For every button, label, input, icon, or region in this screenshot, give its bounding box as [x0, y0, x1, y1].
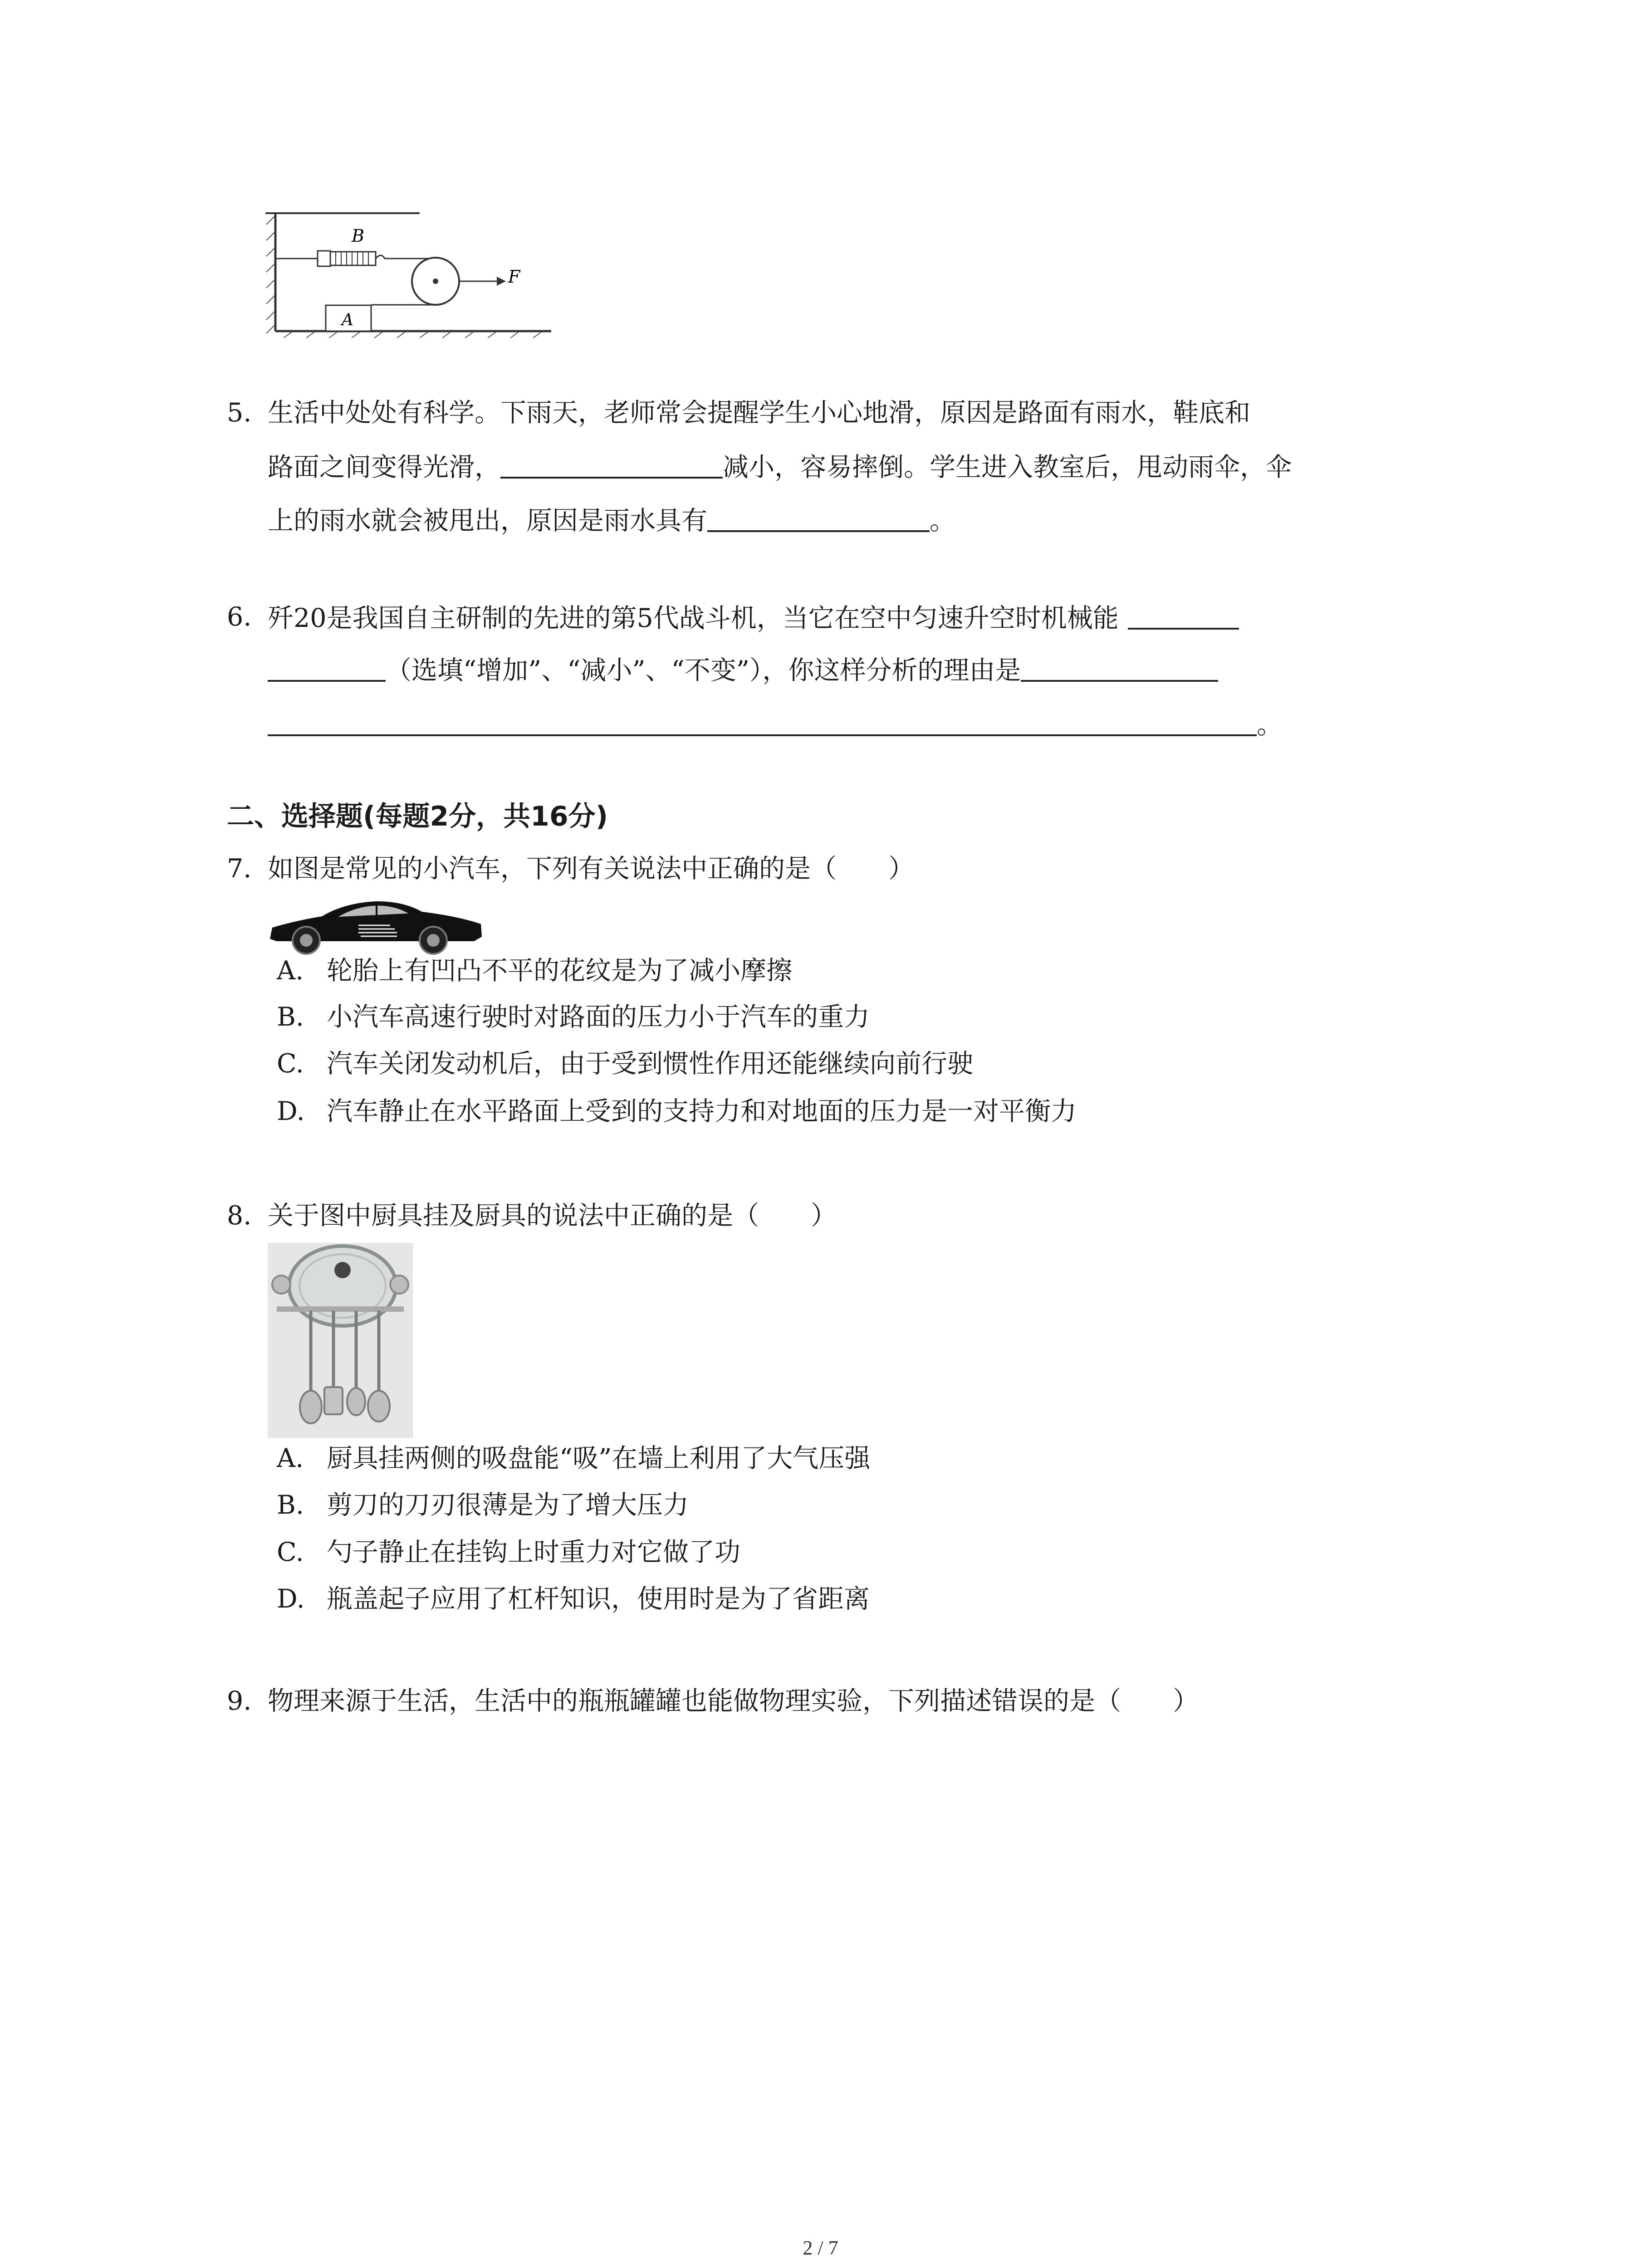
q7-option-a-label: A.: [277, 956, 304, 986]
label-f: F: [508, 267, 520, 287]
q6-line3-post: 。: [1257, 710, 1283, 740]
q6-blank-1a[interactable]: [1128, 599, 1239, 630]
q6-line2: [268, 651, 1218, 689]
label-b: B: [352, 226, 364, 246]
q9-number: 9.: [227, 1686, 252, 1716]
q6-blank-2b[interactable]: [268, 705, 1257, 736]
q7-option-a[interactable]: [277, 953, 792, 989]
q7-option-c-label: C.: [277, 1049, 304, 1079]
q7-option-d-text: 汽车静止在水平路面上受到的支持力和对地面的压力是一对平衡力: [327, 1096, 1077, 1126]
q8-option-c[interactable]: [277, 1534, 740, 1570]
car-image: [268, 896, 485, 955]
q8-stem: 关于图中厨具挂及厨具的说法中正确的是（ ）: [268, 1201, 837, 1231]
q8-number: 8.: [227, 1201, 252, 1231]
q6-line1: [268, 599, 1239, 636]
q6-line1-text: 歼20是我国自主研制的先进的第5代战斗机，当它在空中匀速升空时机械能: [268, 603, 1119, 633]
q7-option-c[interactable]: [277, 1046, 973, 1082]
q7-option-b-text: 小汽车高速行驶时对路面的压力小于汽车的重力: [327, 1002, 870, 1032]
q6-number: 6.: [227, 602, 252, 632]
q5-line2-pre: 路面之间变得光滑，: [268, 452, 500, 482]
q8-option-b-label: B.: [277, 1490, 304, 1520]
q5-line2-post: 减小，容易摔倒。学生进入教室后，甩动雨伞，伞: [723, 452, 1292, 482]
page-number: 2 / 7: [803, 2237, 838, 2259]
q8-option-a-text: 厨具挂两侧的吸盘能“吸”在墙上利用了大气压强: [327, 1443, 871, 1473]
q7-number: 7.: [227, 854, 252, 884]
q8-option-d[interactable]: [277, 1581, 870, 1617]
q7-option-d[interactable]: [277, 1093, 1077, 1129]
q5-line2: [268, 448, 1292, 485]
q7-option-a-text: 轮胎上有凹凸不平的花纹是为了减小摩擦: [327, 956, 792, 986]
q5-number: 5.: [227, 398, 252, 428]
q7-option-c-text: 汽车关闭发动机后，由于受到惯性作用还能继续向前行驶: [327, 1049, 973, 1079]
q8-option-d-label: D.: [277, 1584, 305, 1614]
q7-option-b[interactable]: [277, 999, 870, 1035]
q5-line3-pre: 上的雨水就会被甩出，原因是雨水具有: [268, 506, 707, 536]
kitchen-rack-image: [268, 1243, 413, 1438]
label-a: A: [342, 311, 353, 329]
q8-option-a-label: A.: [277, 1443, 304, 1473]
q5-line3-post: 。: [930, 506, 955, 536]
q8-option-d-text: 瓶盖起子应用了杠杆知识，使用时是为了省距离: [327, 1584, 870, 1614]
q8-option-c-label: C.: [277, 1537, 304, 1567]
q6-line2-mid: （选填“增加”、“减小”、“不变”），你这样分析的理由是: [386, 655, 1021, 685]
q6-blank-1b[interactable]: [268, 651, 386, 682]
q8-option-c-text: 勺子静止在挂钩上时重力对它做了功: [327, 1537, 740, 1567]
section-heading: 二、选择题(每题2分，共16分): [227, 801, 608, 832]
q8-option-b-text: 剪刀的刀刃很薄是为了增大压力: [327, 1490, 689, 1520]
q7-option-d-label: D.: [277, 1096, 305, 1126]
pulley-figure: [265, 206, 556, 338]
q6-blank-2a[interactable]: [1021, 651, 1218, 682]
q7-stem: 如图是常见的小汽车，下列有关说法中正确的是（ ）: [268, 854, 914, 884]
q5-line1: 生活中处处有科学。下雨天，老师常会提醒学生小心地滑，原因是路面有雨水，鞋底和: [268, 398, 1250, 428]
q5-line3: [268, 501, 955, 539]
q6-line3: [268, 705, 1283, 743]
q7-option-b-label: B.: [277, 1002, 304, 1032]
q5-blank-2[interactable]: [707, 501, 930, 532]
q9-stem: 物理来源于生活，生活中的瓶瓶罐罐也能做物理实验，下列描述错误的是（ ）: [268, 1686, 1199, 1716]
q8-option-a[interactable]: [277, 1440, 870, 1476]
q5-blank-1[interactable]: [500, 448, 723, 479]
q8-option-b[interactable]: [277, 1487, 689, 1523]
